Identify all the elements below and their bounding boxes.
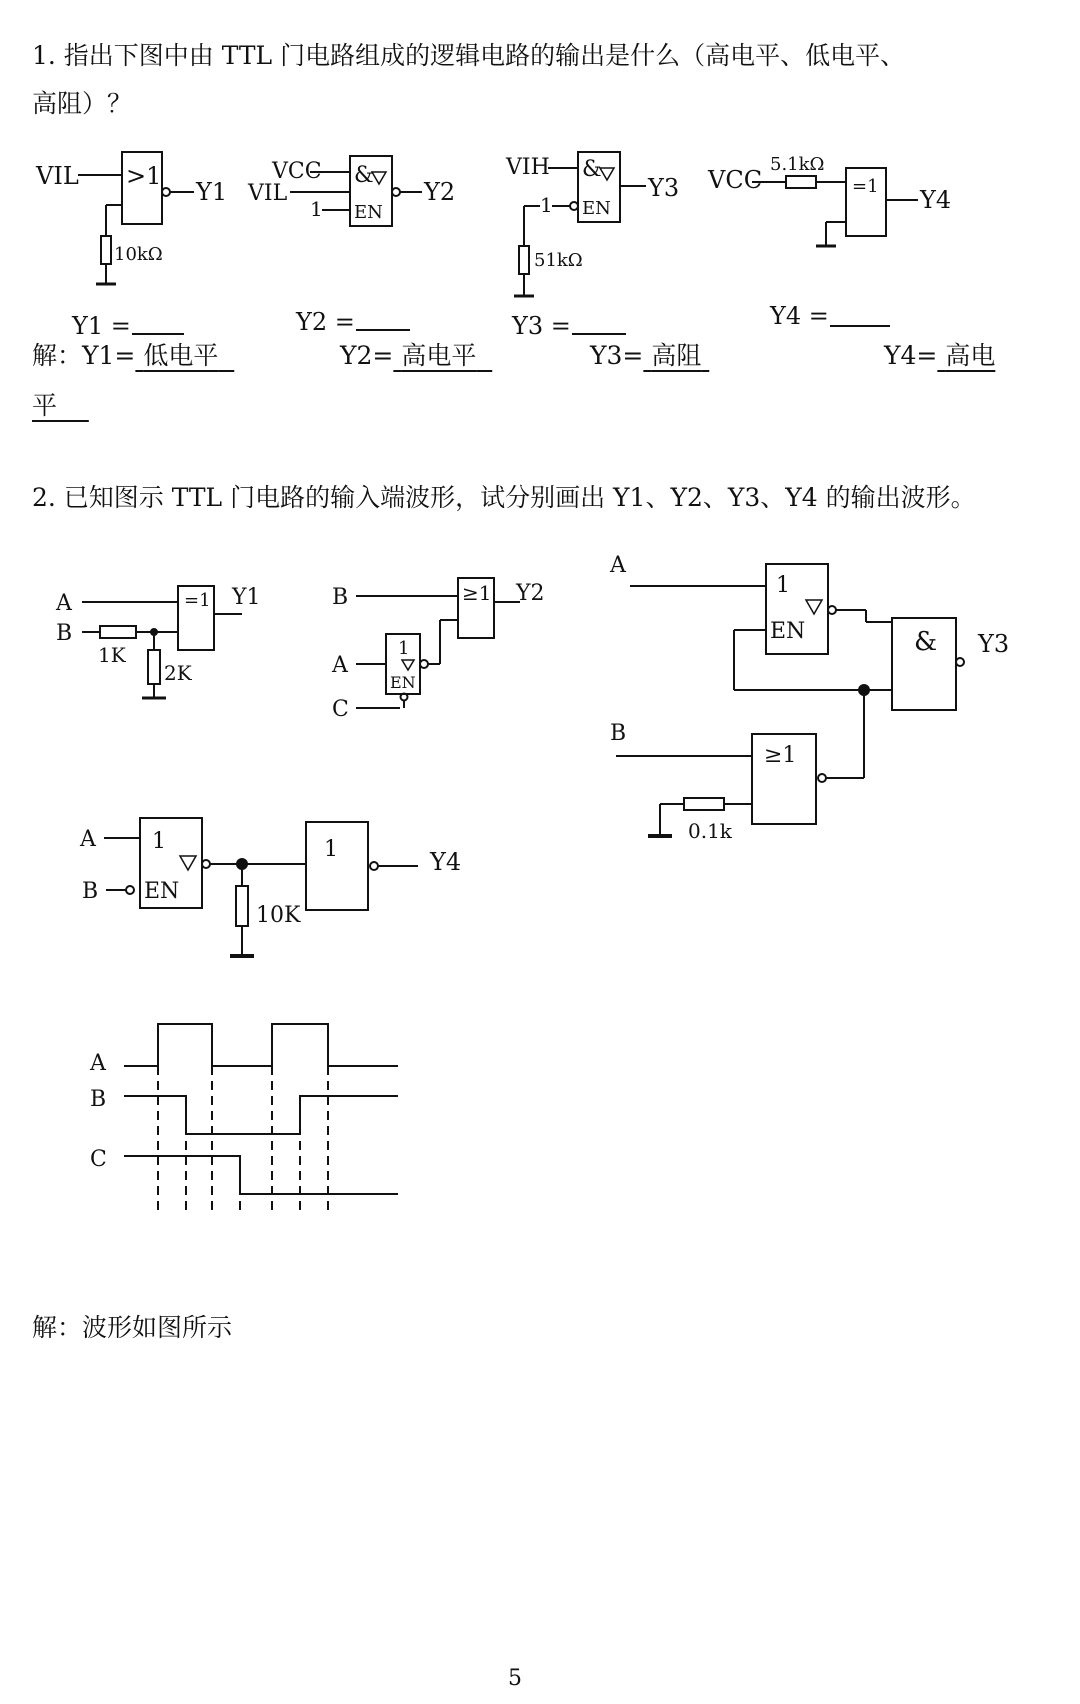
y3c-a-label: A	[610, 553, 626, 578]
c3-input-label: VIH	[506, 155, 550, 180]
c1-resistor	[101, 236, 111, 264]
y3c-buf-symbol: 1	[776, 573, 790, 598]
y1c-r2	[148, 650, 160, 684]
y4c-b-label: B	[82, 879, 99, 904]
y4c-resistor-label: 10K	[256, 903, 301, 928]
c2-output-label: Y2	[424, 178, 456, 206]
y2c-b-label: B	[332, 585, 349, 610]
y4c-not-gate	[306, 822, 368, 910]
q1-circuit-3	[505, 152, 679, 340]
wave-b-label: B	[90, 1087, 107, 1112]
y3c-en-label: EN	[770, 619, 806, 644]
y1c-r2-label: 2K	[164, 661, 192, 685]
c1-resistor-label: 10kΩ	[114, 244, 163, 265]
c1-gate-symbol: >1	[126, 162, 162, 190]
input-waveforms	[89, 1024, 398, 1212]
page-number: 5	[508, 1666, 522, 1691]
y3c-output-label: Y3	[978, 630, 1010, 658]
c2-input-label: VIL	[248, 181, 288, 206]
c4-resistor	[786, 176, 816, 188]
c4-resistor-label: 5.1kΩ	[770, 154, 825, 175]
c3-en-label: EN	[582, 198, 611, 219]
c1-input-label: VIL	[36, 162, 79, 190]
answer-prefix: 解：	[32, 341, 83, 370]
c3-one-label: 1	[540, 193, 553, 217]
answer-y1-label: Y1=	[82, 341, 136, 370]
c4-gate-symbol: =1	[852, 176, 879, 197]
y2c-a-label: A	[332, 653, 348, 678]
answer-y4-value-part1: 高电	[945, 341, 996, 370]
wave-b	[124, 1096, 398, 1134]
y2c-gate-symbol: ≥1	[462, 581, 492, 605]
c3-resistor	[519, 246, 529, 274]
y3c-and-symbol: &	[914, 627, 938, 657]
q2-circuit-y2	[331, 578, 545, 722]
answer-y4-label: Y4=	[884, 341, 938, 370]
y4c-output-label: Y4	[430, 848, 462, 876]
y1c-a-label: A	[56, 591, 72, 616]
answer-y2-label: Y2=	[340, 341, 394, 370]
q1-question-line2: 高阻）？	[32, 89, 133, 118]
y4c-not-symbol: 1	[324, 837, 338, 862]
c1-output-label: Y1	[196, 178, 228, 206]
q1-blank-y3: Y3 =	[512, 312, 571, 340]
c2-vcc-label: VCC	[272, 159, 322, 184]
y2c-en-label: EN	[390, 673, 416, 692]
answer-y3-value: 高阻	[651, 341, 702, 370]
q2-answer: 解：波形如图所示	[32, 1313, 233, 1342]
y3c-resistor-label: 0.1k	[688, 819, 732, 843]
c2-gate-symbol: &	[354, 163, 374, 188]
wave-a	[124, 1024, 398, 1066]
answer-y2-value: 高电平	[401, 341, 477, 370]
q2-question: 2. 已知图示 TTL 门电路的输入端波形，试分别画出 Y1、Y2、Y3、Y4 的输出波形。	[32, 483, 976, 512]
y1c-r1-label: 1K	[98, 643, 126, 667]
y3c-resistor	[684, 798, 724, 810]
y1c-b-label: B	[56, 621, 73, 646]
q2-circuit-y1	[55, 585, 261, 698]
q2-circuit-y4	[79, 818, 461, 956]
answer-y1-value: 低电平	[143, 341, 219, 370]
y4c-buf-symbol: 1	[152, 829, 166, 854]
y1c-gate-symbol: =1	[184, 590, 211, 611]
q1-question-line1: 1. 指出下图中由 TTL 门电路组成的逻辑电路的输出是什么（高电平、低电平、	[32, 41, 906, 70]
q1-circuit-4	[707, 154, 951, 330]
wave-dashed-guides	[158, 1066, 328, 1212]
y2c-buf-symbol: 1	[398, 638, 410, 659]
y1c-output-label: Y1	[232, 585, 261, 610]
c4-output-label: Y4	[920, 186, 952, 214]
q1-circuit-1	[35, 152, 227, 340]
answer-y4-value-part2: 平	[32, 391, 58, 420]
q1-circuit-2	[247, 156, 455, 336]
c2-one-label: 1	[310, 197, 323, 221]
c3-gate-symbol: &	[582, 157, 602, 182]
y2c-c-label: C	[332, 697, 349, 722]
c4-vcc-label: VCC	[708, 166, 763, 194]
q1-blank-y1: Y1 =	[72, 312, 131, 340]
y4c-a-label: A	[80, 827, 96, 852]
q1-blank-y4: Y4 =	[770, 302, 829, 330]
y4c-resistor	[236, 886, 248, 926]
y4c-en-label: EN	[144, 879, 180, 904]
c2-en-label: EN	[354, 202, 383, 223]
y2c-output-label: Y2	[516, 581, 545, 606]
answer-y3-label: Y3=	[590, 341, 644, 370]
c3-output-label: Y3	[648, 174, 680, 202]
wave-a-label: A	[90, 1051, 106, 1076]
y1c-r1	[100, 626, 136, 638]
y3c-b-label: B	[610, 721, 627, 746]
y3c-nor-symbol: ≥1	[764, 743, 797, 768]
wave-c-label: C	[90, 1147, 107, 1172]
q1-blank-y2: Y2 =	[296, 308, 355, 336]
c3-resistor-label: 51kΩ	[534, 250, 583, 271]
q2-circuit-y3	[609, 553, 1009, 843]
wave-c	[124, 1156, 398, 1194]
